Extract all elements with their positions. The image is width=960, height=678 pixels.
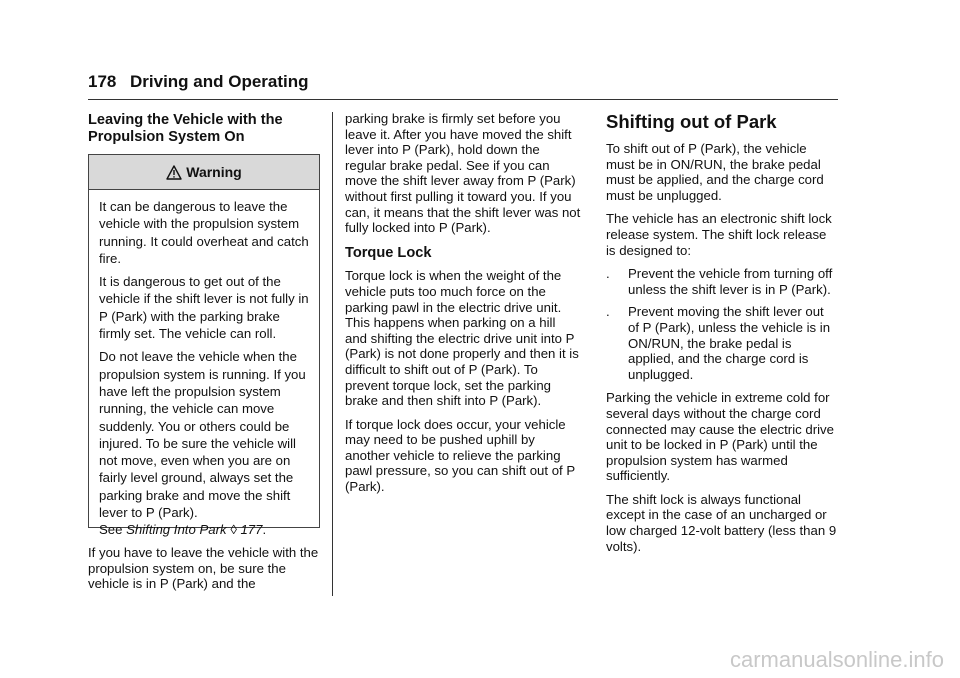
paragraph-extreme-cold: Parking the vehicle in extreme cold for several days without the charge cord connected may cause the electric drive unit to be locked in P (Park) until the propulsion system has warmed sufficiently. xyxy=(606,390,834,484)
paragraph-torque-lock: Torque lock is when the weight of the vehicle puts too much force on the parking pawl in the electric drive unit. This happens when parking on a hill and shifting the electric drive unit into P (Park) is not done properly and then it is difficult to shift out of P (Park). To prevent torque lock, set the parking brake and then shift into P (Park). xyxy=(345,268,579,409)
column-divider xyxy=(332,112,333,596)
heading-torque-lock: Torque Lock xyxy=(345,244,432,261)
heading-leaving-vehicle: Leaving the Vehicle with the Propulsion System On xyxy=(88,112,283,145)
paragraph-shift-lock-functional: The shift lock is always functional except in the case of an uncharged or low charged 12-volt battery (less than 9 volts). xyxy=(606,491,837,554)
warning-paragraph-2: It is dangerous to get out of the vehicle if the shift lever is not fully in P (Park) with the parking brake firmly set. The vehicle can roll. xyxy=(99,274,309,342)
warning-box xyxy=(88,154,320,538)
paragraph-leave-vehicle: If you have to leave the vehicle with the propulsion system on, be sure the vehicle is in P (Park) and the xyxy=(88,545,319,592)
page-number: 178 xyxy=(88,72,117,91)
warning-paragraph-3 xyxy=(99,348,311,538)
column-2 xyxy=(345,111,581,503)
cross-reference-page: 177 xyxy=(240,522,263,538)
header-rule xyxy=(88,99,838,100)
shift-lock-list xyxy=(606,266,838,382)
warning-paragraph-3-text: Do not leave the vehicle when the propulsion system is running. If you have left the propulsion system running, the vehicle can move suddenly. You or others could be injured. To be sure the vehicle will not move, even when you are on fairly level ground, always set the parking brake and move the shift lever to P (Park). xyxy=(99,349,306,521)
paragraph-parking-brake: parking brake is firmly set before you leave it. After you have moved the shift lever into P (Park), hold down the regular brake pedal. See if you can move the shift lever away from P (Park) without first pulling it toward you. If you can, it means that the shift lever was not fully locked into P (Park). xyxy=(345,111,581,236)
see-prefix: See xyxy=(99,522,127,538)
list-item xyxy=(606,304,838,382)
list-item xyxy=(606,266,838,297)
see-suffix: . xyxy=(262,522,267,538)
list-item-text: Prevent the vehicle from turning off unless the shift lever is in P (Park). xyxy=(628,266,833,297)
page-ref-icon: ◊ xyxy=(230,522,237,538)
cross-reference-title: Shifting Into Park xyxy=(126,522,227,538)
page-header xyxy=(88,72,309,92)
warning-triangle-icon xyxy=(166,158,182,192)
heading-shifting-out-of-park: Shifting out of Park xyxy=(606,111,777,132)
paragraph-shift-lock-system: The vehicle has an electronic shift lock release system. The shift lock release is designed to: xyxy=(606,211,832,258)
cross-reference-link[interactable] xyxy=(126,522,262,537)
paragraph-shift-requirements: To shift out of P (Park), the vehicle must be in ON/RUN, the brake pedal must be applied, and the charge cord must be unplugged. xyxy=(606,141,824,203)
section-title: Driving and Operating xyxy=(130,72,309,91)
warning-body xyxy=(89,190,319,539)
column-1-continued xyxy=(88,545,320,600)
warning-header xyxy=(89,155,319,190)
warning-paragraph-1: It can be dangerous to leave the vehicle with the propulsion system running. It could overheat and catch fire. xyxy=(99,199,309,266)
column-3 xyxy=(606,111,838,562)
column-1 xyxy=(88,112,320,146)
bullet-icon: . xyxy=(606,266,610,282)
warning-title: Warning xyxy=(186,164,242,180)
paragraph-torque-occurs: If torque lock does occur, your vehicle may need to be pushed uphill by another vehicle to relieve the parking pawl pressure, so you can shift out of P (Park). xyxy=(345,416,575,495)
bullet-icon: . xyxy=(606,304,610,320)
watermark: carmanualsonline.info xyxy=(729,647,944,672)
list-item-text: Prevent moving the shift lever out of P (Park), unless the vehicle is in ON/RUN, the brake pedal is applied, and the charge cord is unplugged. xyxy=(628,304,831,382)
